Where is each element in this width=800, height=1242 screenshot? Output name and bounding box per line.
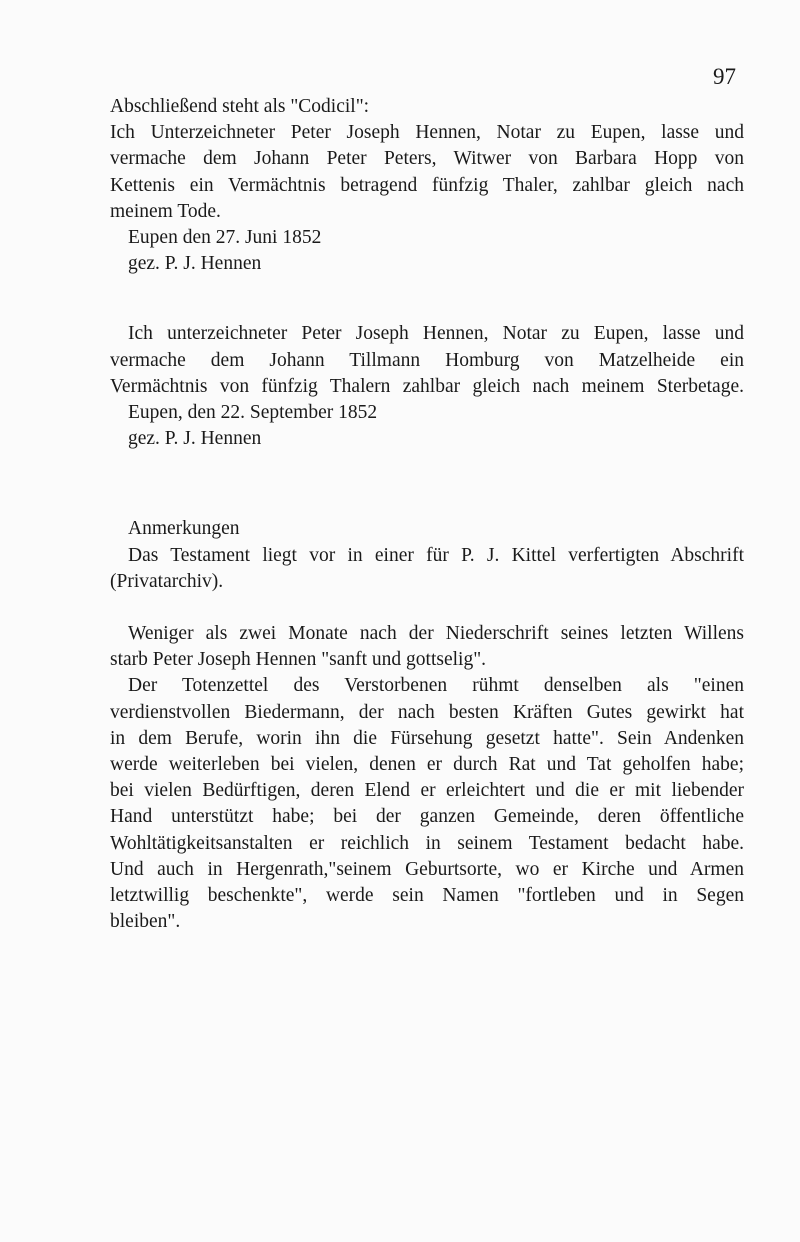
obituary-line: Wohltätigkeitsanstalten er reichlich in seinem Testament bedacht habe. <box>110 832 744 854</box>
obituary-line: verdienstvollen Biedermann, der nach besten Kräften Gutes gewirkt hat <box>110 701 744 723</box>
death-line: Weniger als zwei Monate nach der Niederschrift seines letzten Willens <box>128 623 744 645</box>
codicil-signature: gez. P. J. Hennen <box>128 253 262 275</box>
codicil-heading: Abschließend steht als "Codicil": <box>110 96 370 117</box>
obituary-line: letztwillig beschenkte", werde sein Namen "fortleben und in Segen <box>110 885 744 907</box>
obituary-line: Und auch in Hergenrath,"seinem Geburtsorte, wo er Kirche und Armen <box>110 858 744 880</box>
body-text <box>110 94 744 935</box>
notes-line: (Privatarchiv). <box>110 570 224 592</box>
obituary-line: werde weiterleben bei vielen, denen er durch Rat und Tat geholfen habe; <box>110 754 744 776</box>
notes-line: Das Testament liegt vor in einer für P. J. Kittel verfertigten Abschrift <box>128 544 744 566</box>
notes-heading: Anmerkungen <box>128 518 240 540</box>
bequest-place-date: Eupen, den 22. September 1852 <box>128 402 378 424</box>
codicil-line: Ich Unterzeichneter Peter Joseph Hennen, Notar zu Eupen, lasse und <box>110 122 744 144</box>
obituary-line: in dem Berufe, worin ihn die Fürsehung gesetzt hatte". Sein Andenken <box>110 727 744 749</box>
page-number: 97 <box>713 64 736 89</box>
obituary-line: bei vielen Bedürftigen, deren Elend er erleichtert und die er mit liebender <box>110 780 744 802</box>
obituary-line: Der Totenzettel des Verstorbenen rühmt denselben als "einen <box>128 675 744 697</box>
codicil-line: Kettenis ein Vermächtnis betragend fünfzig Thaler, zahlbar gleich nach <box>110 174 744 196</box>
bequest-line: vermache dem Johann Tillmann Homburg von Matzelheide ein <box>110 349 744 371</box>
obituary-line: Hand unterstützt habe; bei der ganzen Gemeinde, deren öffentliche <box>110 806 744 828</box>
obituary-line: bleiben". <box>110 911 181 933</box>
death-line: starb Peter Joseph Hennen "sanft und gottselig". <box>110 649 487 671</box>
codicil-line: vermache dem Johann Peter Peters, Witwer von Barbara Hopp von <box>110 148 744 170</box>
bequest-line: Ich unterzeichneter Peter Joseph Hennen, Notar zu Eupen, lasse und <box>128 323 744 345</box>
bequest-line: Vermächtnis von fünfzig Thalern zahlbar gleich nach meinem Sterbetage. <box>110 375 744 397</box>
codicil-line: meinem Tode. <box>110 200 221 222</box>
codicil-place-date: Eupen den 27. Juni 1852 <box>128 227 322 249</box>
bequest-signature: gez. P. J. Hennen <box>128 428 262 450</box>
